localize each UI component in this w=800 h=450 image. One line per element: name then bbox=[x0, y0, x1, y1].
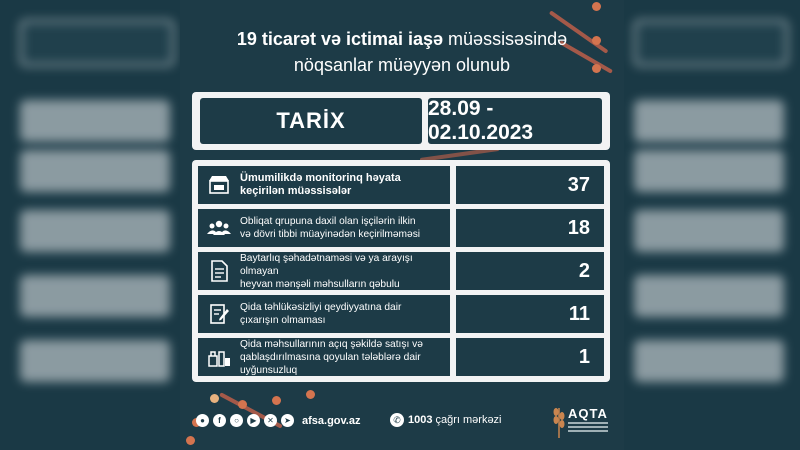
logo-text: AQTA bbox=[568, 406, 608, 421]
date-value-box bbox=[428, 98, 602, 144]
row-value: 18 bbox=[567, 216, 590, 239]
row-value-cell bbox=[456, 252, 604, 290]
website-link[interactable]: afsa.gov.az bbox=[302, 415, 361, 427]
globe-icon[interactable]: ● bbox=[196, 414, 209, 427]
title-line-2: nöqsanlar müəyyən olunub bbox=[293, 55, 511, 75]
table-row bbox=[198, 338, 604, 376]
call-center bbox=[390, 413, 502, 427]
row-text-line: və dövri tibbi müayinədən keçirilməməsi bbox=[240, 229, 421, 240]
title-regular-part: müəssisəsində bbox=[448, 29, 568, 49]
row-label-cell bbox=[198, 295, 450, 333]
row-text-line: Qida məhsullarının açıq şəkildə satışı və bbox=[240, 338, 423, 350]
clipboard-pen-icon bbox=[206, 301, 232, 327]
decorative-dot bbox=[592, 2, 601, 11]
x-icon[interactable]: ✕ bbox=[264, 414, 277, 427]
background-shape bbox=[634, 210, 784, 252]
telegram-icon[interactable]: ➤ bbox=[281, 414, 294, 427]
row-value-cell bbox=[456, 338, 604, 376]
row-text bbox=[240, 338, 450, 377]
store-icon bbox=[206, 172, 232, 198]
phone-icon: ✆ bbox=[390, 413, 404, 427]
aqta-logo bbox=[552, 402, 612, 442]
row-value: 1 bbox=[578, 345, 590, 368]
decorative-dot bbox=[272, 396, 281, 405]
background-shape bbox=[634, 150, 784, 192]
row-text bbox=[240, 252, 450, 291]
logo-subtitle-lines bbox=[568, 422, 608, 436]
row-text-line: keçirilən müəssisələr bbox=[240, 185, 352, 197]
food-products-icon bbox=[206, 344, 232, 370]
page-title bbox=[180, 26, 624, 78]
background-shape bbox=[20, 100, 170, 142]
row-text bbox=[240, 172, 401, 198]
table-row bbox=[198, 209, 604, 247]
row-text-line: Baytarlıq şəhadətnaməsi və ya arayışı olmayan bbox=[240, 252, 413, 277]
table-row bbox=[198, 295, 604, 333]
document-icon bbox=[206, 258, 232, 284]
instagram-icon[interactable]: ○ bbox=[230, 414, 243, 427]
row-value-cell bbox=[456, 295, 604, 333]
facebook-icon[interactable]: f bbox=[213, 414, 226, 427]
row-value: 2 bbox=[578, 259, 590, 282]
row-value-cell bbox=[456, 209, 604, 247]
background-shape bbox=[20, 150, 170, 192]
social-links bbox=[196, 414, 294, 427]
row-text-line: Qida təhlükəsizliyi qeydiyyatına dair bbox=[240, 302, 402, 313]
decorative-dot bbox=[306, 390, 315, 399]
background-shape bbox=[20, 210, 170, 252]
row-text-line: Obliqat qrupuna daxil olan işçilərin ilkin bbox=[240, 216, 416, 227]
background-right bbox=[624, 0, 800, 450]
row-label-cell bbox=[198, 252, 450, 290]
row-value: 37 bbox=[567, 173, 590, 196]
row-text-line: Ümumilikdə monitorinq həyata bbox=[240, 172, 401, 184]
row-text-line: çıxarışın olmaması bbox=[240, 315, 326, 326]
row-label-cell bbox=[198, 338, 450, 376]
background-shape bbox=[634, 20, 788, 66]
infographic-poster bbox=[180, 0, 624, 450]
background-shape bbox=[634, 275, 784, 317]
date-value: 28.09 - 02.10.2023 bbox=[428, 97, 534, 144]
date-label-box bbox=[200, 98, 422, 144]
background-shape bbox=[20, 20, 174, 66]
stats-table bbox=[192, 160, 610, 382]
wheat-icon bbox=[552, 402, 566, 438]
date-panel bbox=[192, 92, 610, 150]
footer bbox=[180, 408, 624, 438]
table-row bbox=[198, 252, 604, 290]
background-shape bbox=[20, 340, 170, 382]
row-text-line: qablaşdırılmasına qoyulan tələblərə dair uyğunsuzluq bbox=[240, 351, 421, 376]
decorative-dot bbox=[210, 394, 219, 403]
row-value: 11 bbox=[568, 302, 590, 325]
row-value-cell bbox=[456, 166, 604, 204]
row-text bbox=[240, 301, 401, 327]
title-bold-part: 19 ticarət və ictimai iaşə bbox=[236, 29, 444, 49]
date-label: TARİX bbox=[276, 108, 346, 133]
phone-label: çağrı mərkəzi bbox=[435, 414, 502, 426]
background-shape bbox=[634, 340, 784, 382]
row-label-cell bbox=[198, 166, 450, 204]
table-row bbox=[198, 166, 604, 204]
phone-number[interactable]: 1003 bbox=[408, 414, 433, 426]
background-left bbox=[0, 0, 180, 450]
row-label-cell bbox=[198, 209, 450, 247]
row-text bbox=[240, 215, 420, 241]
youtube-icon[interactable]: ▶ bbox=[247, 414, 260, 427]
background-shape bbox=[20, 275, 170, 317]
background-shape bbox=[634, 100, 784, 142]
people-group-icon bbox=[206, 215, 232, 241]
row-text-line: heyvan mənşəli məhsulların qəbulu bbox=[240, 278, 400, 290]
